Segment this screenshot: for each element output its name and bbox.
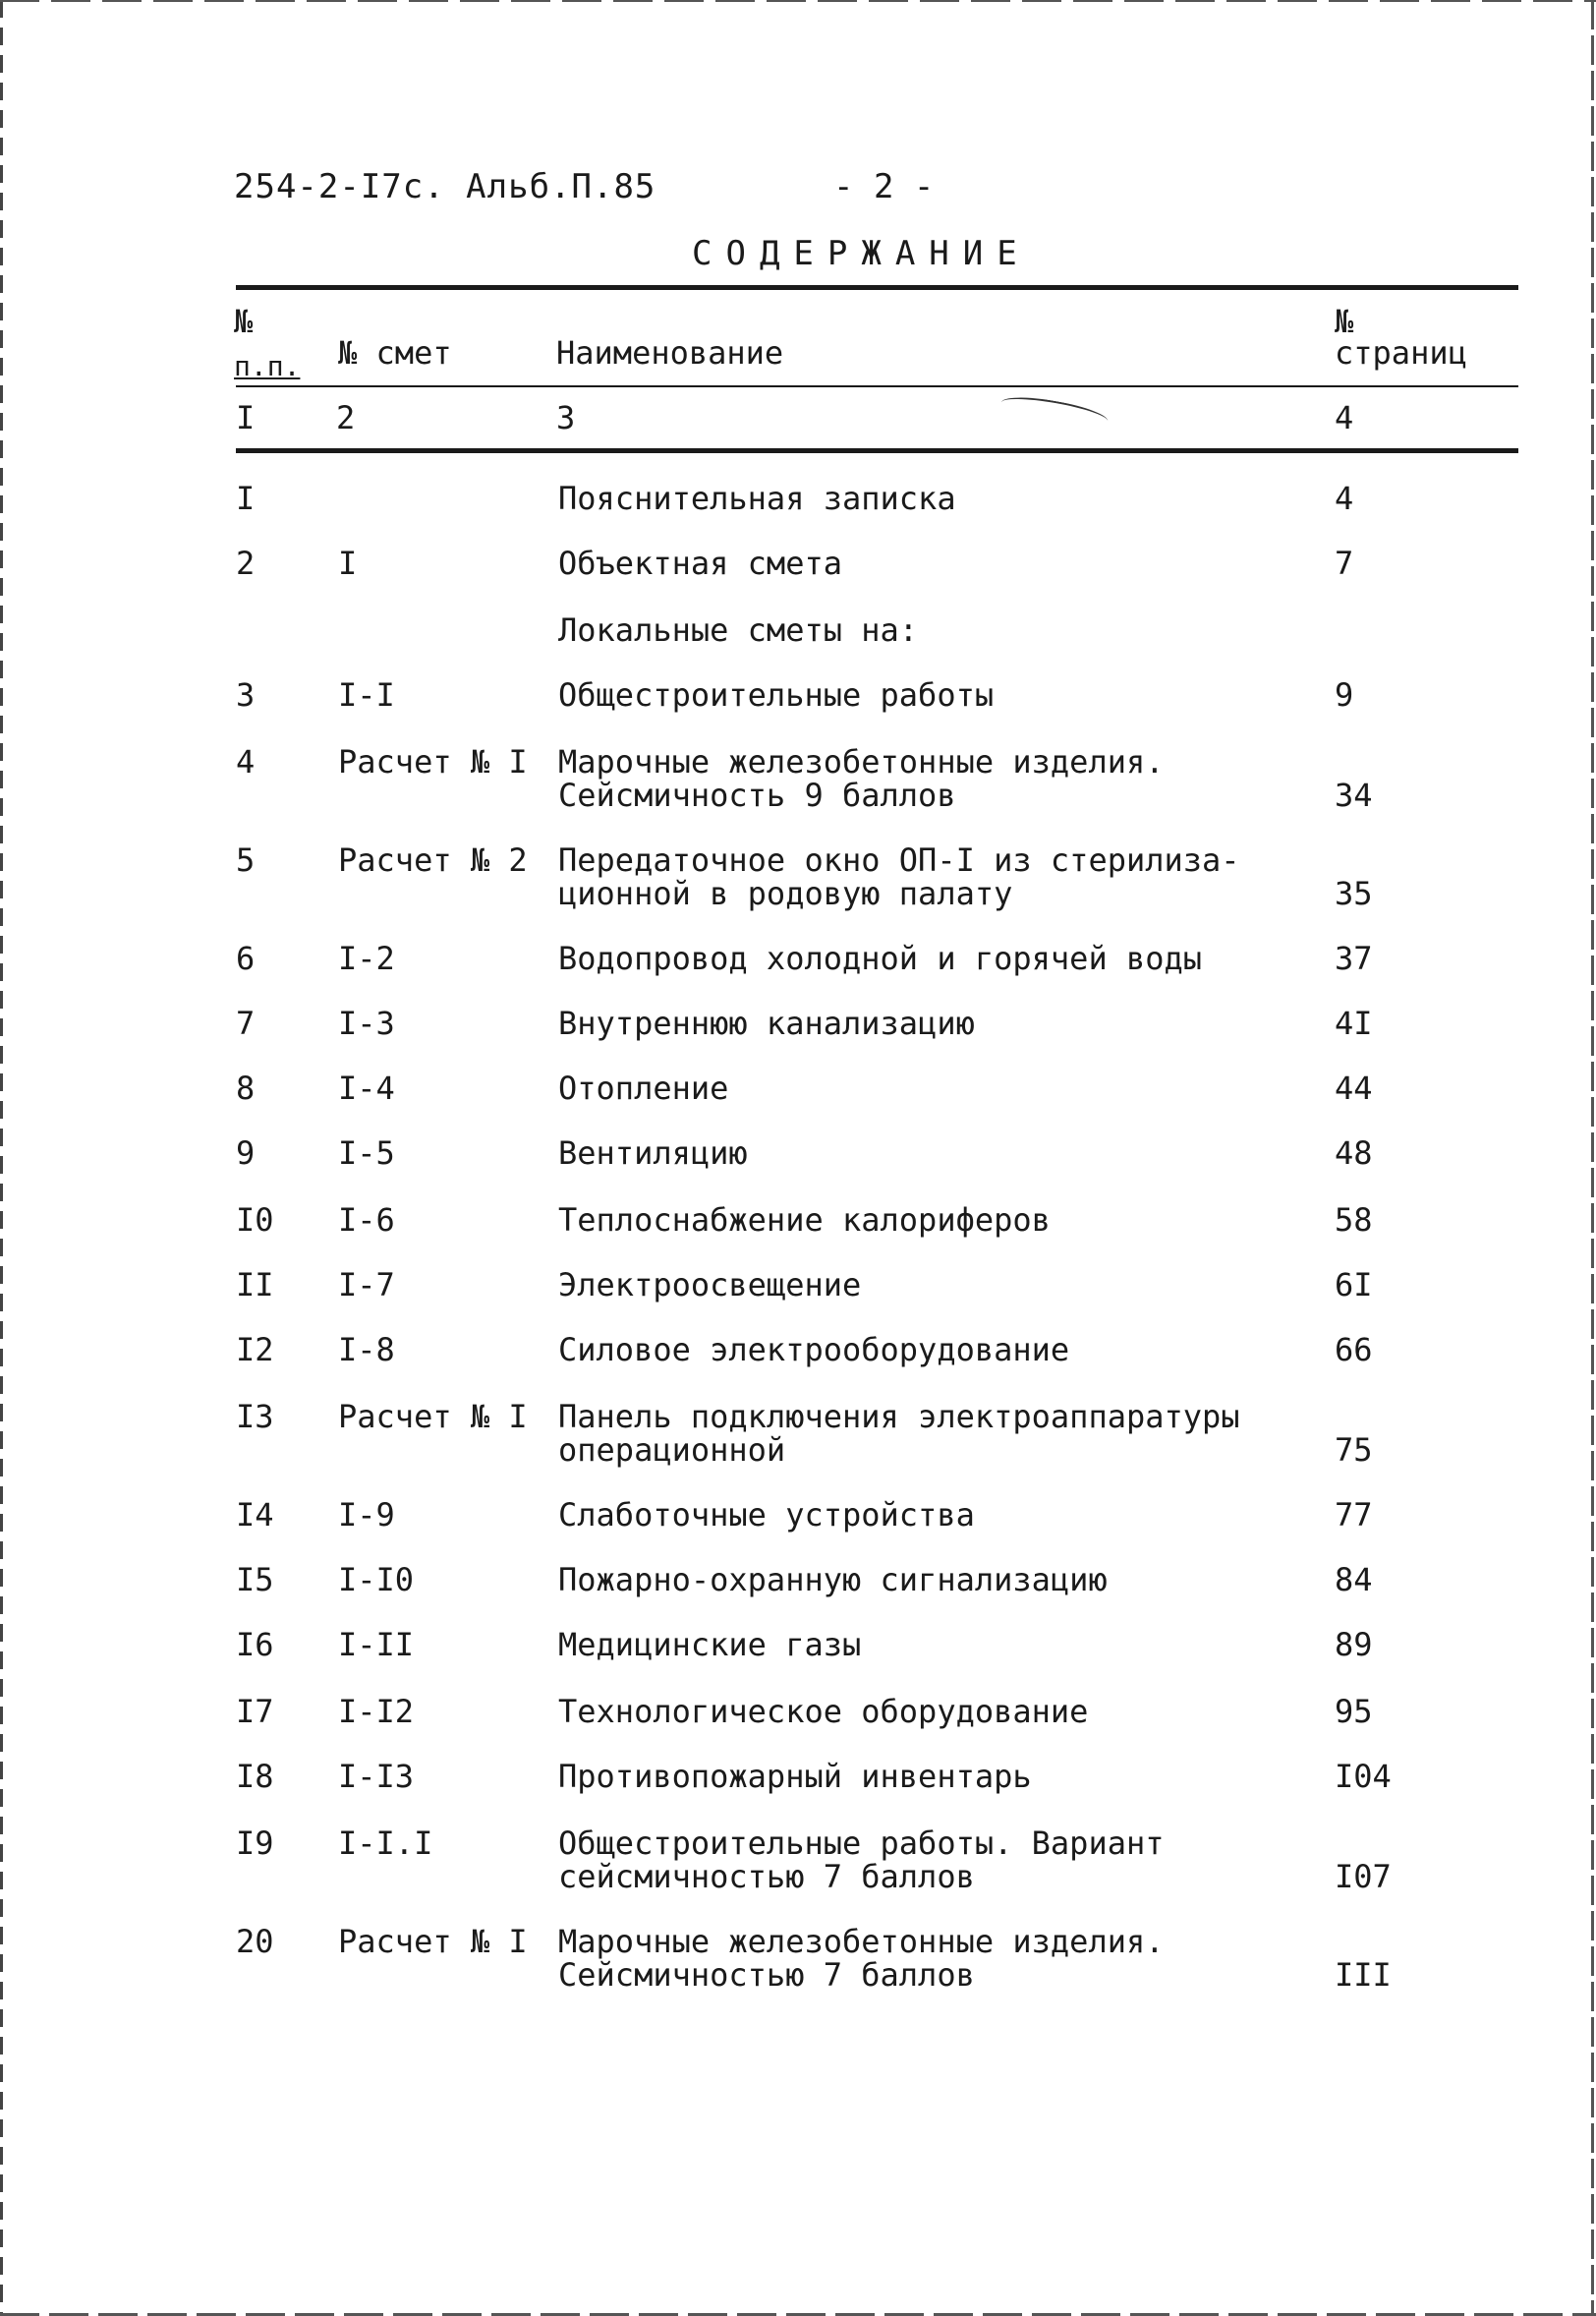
item-number: I4 — [236, 1496, 274, 1534]
estimate-number: I-9 — [338, 1496, 395, 1534]
item-name-line: Силовое электрооборудование — [558, 1331, 1070, 1368]
item-name — [558, 1071, 1285, 1105]
page-number: - 2 - — [833, 167, 935, 206]
item-name — [558, 1136, 1285, 1170]
page-edge — [1591, 0, 1594, 2316]
item-name-line: Панель подключения электроаппаратуры — [558, 1398, 1240, 1435]
item-name-line: Вентиляцию — [558, 1134, 748, 1172]
item-name-line: Технологическое оборудование — [558, 1693, 1089, 1730]
item-name — [558, 1498, 1285, 1532]
estimate-number: Расчет № I — [338, 1398, 528, 1435]
header-pages-symbol: № — [1335, 303, 1354, 340]
item-name-line: Передаточное окно ОП-I из стерилиза- — [558, 841, 1240, 879]
page-edge — [0, 0, 1596, 2]
page-reference: I04 — [1335, 1758, 1392, 1795]
item-name — [558, 1760, 1285, 1793]
item-name-line: ционной в родовую палату — [558, 875, 1013, 912]
page-reference: 66 — [1335, 1331, 1373, 1368]
page-reference: I07 — [1335, 1858, 1392, 1895]
item-name-line: Сейсмичность 9 баллов — [558, 777, 956, 814]
item-number: 6 — [236, 940, 256, 977]
column-number: 3 — [556, 399, 576, 436]
estimate-number: I-2 — [338, 940, 395, 977]
item-name — [558, 1400, 1285, 1467]
column-number: I — [236, 399, 256, 436]
page-reference: 84 — [1335, 1561, 1373, 1598]
item-number: I6 — [236, 1626, 274, 1663]
item-name — [558, 1826, 1285, 1893]
item-name-line: Пожарно-охранную сигнализацию — [558, 1561, 1108, 1598]
page-reference: 44 — [1335, 1070, 1373, 1107]
page-reference: 4I — [1335, 1005, 1373, 1042]
estimate-number: I-3 — [338, 1005, 395, 1042]
item-number: 4 — [236, 743, 256, 781]
estimate-number: I-8 — [338, 1331, 395, 1368]
item-name-line: Пояснительная записка — [558, 480, 956, 517]
estimate-number: I-I — [338, 676, 395, 714]
item-number: I9 — [236, 1824, 274, 1862]
item-name — [558, 942, 1285, 975]
page-reference: 75 — [1335, 1431, 1373, 1469]
item-name — [558, 1203, 1285, 1237]
item-number: 20 — [236, 1923, 274, 1960]
pen-mark — [999, 392, 1110, 433]
item-name-line: Теплоснабжение калориферов — [558, 1201, 1051, 1239]
estimate-number: I-5 — [338, 1134, 395, 1172]
item-name-line: операционной — [558, 1431, 786, 1469]
estimate-number: I-7 — [338, 1266, 395, 1303]
document-code: 254-2-I7с. Альб.П.85 — [234, 167, 656, 206]
table-rule — [236, 448, 1518, 453]
item-number: 3 — [236, 676, 256, 714]
item-name-line: Сейсмичностью 7 баллов — [558, 1956, 975, 1994]
page-reference: 6I — [1335, 1266, 1373, 1303]
item-name-line: Слаботочные устройства — [558, 1496, 975, 1534]
item-name — [558, 482, 1285, 515]
header-name: Наименование — [556, 334, 784, 372]
header-pages: страниц — [1335, 334, 1467, 372]
item-name — [558, 678, 1285, 712]
page-reference: 34 — [1335, 777, 1373, 814]
estimate-number: Расчет № I — [338, 743, 528, 781]
estimate-number: I-I2 — [338, 1693, 415, 1730]
page-title: СОДЕРЖАНИЕ — [692, 234, 1031, 273]
item-name-line: Марочные железобетонные изделия. — [558, 743, 1165, 781]
item-number: 8 — [236, 1070, 256, 1107]
item-number: II — [236, 1266, 274, 1303]
estimate-number: Расчет № 2 — [338, 841, 528, 879]
item-name — [558, 1007, 1285, 1040]
item-number: I2 — [236, 1331, 274, 1368]
item-name-line: Локальные сметы на: — [558, 611, 919, 649]
item-number: I3 — [236, 1398, 274, 1435]
item-name — [558, 547, 1285, 580]
page-reference: 4 — [1335, 480, 1354, 517]
page-edge — [0, 0, 3, 2316]
item-number: I0 — [236, 1201, 274, 1239]
item-number: 9 — [236, 1134, 256, 1172]
item-name-line: Электроосвещение — [558, 1266, 862, 1303]
item-name — [558, 843, 1285, 910]
column-number: 4 — [1335, 399, 1354, 436]
page-reference: 89 — [1335, 1626, 1373, 1663]
item-name-line: Внутреннюю канализацию — [558, 1005, 975, 1042]
page-reference: 95 — [1335, 1693, 1373, 1730]
item-name-line: сейсмичностью 7 баллов — [558, 1858, 975, 1895]
item-name — [558, 1268, 1285, 1302]
item-number: 7 — [236, 1005, 256, 1042]
item-number: 2 — [236, 545, 256, 582]
item-name — [558, 1925, 1285, 1992]
item-name-line: Медицинские газы — [558, 1626, 862, 1663]
table-rule — [236, 285, 1518, 290]
page-reference: 77 — [1335, 1496, 1373, 1534]
item-number: 5 — [236, 841, 256, 879]
page-reference: III — [1335, 1956, 1392, 1994]
estimate-number: I-I3 — [338, 1758, 415, 1795]
header-number-symbol: № — [234, 303, 254, 340]
page-reference: 48 — [1335, 1134, 1373, 1172]
column-number: 2 — [336, 399, 356, 436]
page-reference: 7 — [1335, 545, 1354, 582]
item-number: I5 — [236, 1561, 274, 1598]
page-reference: 9 — [1335, 676, 1354, 714]
item-name-line: Общестроительные работы. Вариант — [558, 1824, 1165, 1862]
estimate-number: Расчет № I — [338, 1923, 528, 1960]
estimate-number: I-6 — [338, 1201, 395, 1239]
item-name — [558, 1563, 1285, 1596]
header-estimate-number: № смет — [338, 334, 452, 372]
header-item-number: п.п. — [234, 350, 301, 382]
item-name-line: Водопровод холодной и горячей воды — [558, 940, 1203, 977]
estimate-number: I-I0 — [338, 1561, 415, 1598]
estimate-number: I-4 — [338, 1070, 395, 1107]
table-rule — [236, 385, 1518, 387]
item-name — [558, 613, 1285, 647]
item-name-line: Противопожарный инвентарь — [558, 1758, 1032, 1795]
item-name-line: Объектная смета — [558, 545, 842, 582]
estimate-number: I-II — [338, 1626, 415, 1663]
item-name-line: Марочные железобетонные изделия. — [558, 1923, 1165, 1960]
page-reference: 35 — [1335, 875, 1373, 912]
item-name-line: Отопление — [558, 1070, 729, 1107]
item-name-line: Общестроительные работы — [558, 676, 995, 714]
item-name — [558, 745, 1285, 812]
page-reference: 58 — [1335, 1201, 1373, 1239]
item-name — [558, 1333, 1285, 1366]
item-name — [558, 1628, 1285, 1661]
item-number: I8 — [236, 1758, 274, 1795]
page-reference: 37 — [1335, 940, 1373, 977]
estimate-number: I-I.I — [338, 1824, 433, 1862]
item-name — [558, 1695, 1285, 1728]
item-number: I7 — [236, 1693, 274, 1730]
item-number: I — [236, 480, 256, 517]
estimate-number: I — [338, 545, 358, 582]
